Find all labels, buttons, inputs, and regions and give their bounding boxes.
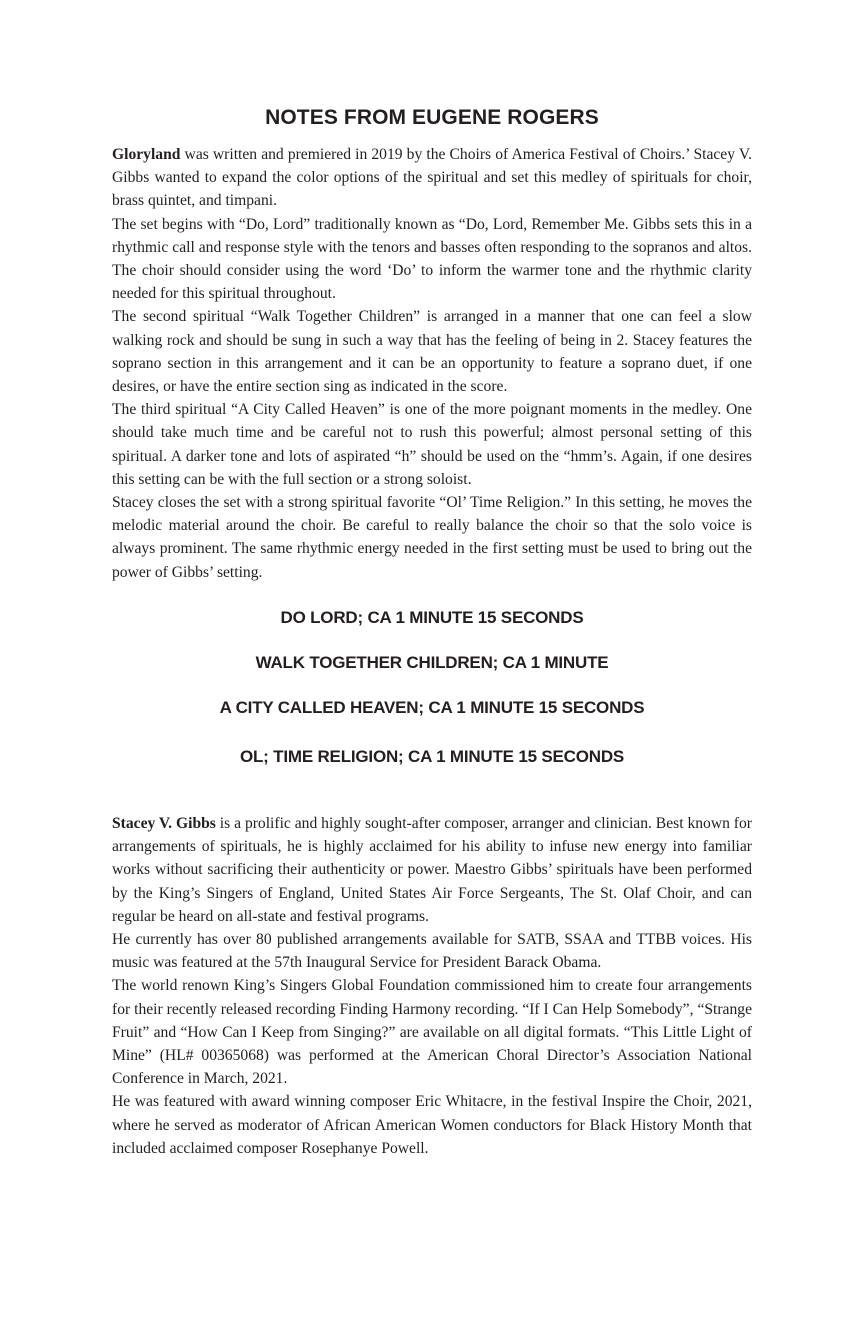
notes-paragraph: Gloryland was written and premiered in 2019 by the Choirs of America Festival of Choirs.’ Stacey V. Gibbs wanted to expand the color options of the spiritual and set this medley of spirituals for choir, brass quintet, and timpani. <box>112 146 752 210</box>
notes-paragraph: Stacey closes the set with a strong spiritual favorite “Ol’ Time Religion.” In this setting, he moves the melodic material around the choir. Be careful to really balance the choir so that the solo voice is always prominent. The same rhythmic energy needed in the first setting must be used to bring out the power of Gibbs’ setting. <box>112 494 752 581</box>
bio-body <box>112 812 752 1160</box>
composer-name: Stacey V. Gibbs <box>112 815 216 832</box>
section-heading: OL; TIME RELIGION; CA 1 MINUTE 15 SECONDS <box>239 747 625 766</box>
title-gloryland: Gloryland <box>112 146 181 163</box>
bio-paragraph: He was featured with award winning composer Eric Whitacre, in the festival Inspire the Choir, 2021, where he served as moderator of African American Women conductors for Black History Month that included acclaimed composer Rosephanye Powell. <box>112 1093 752 1157</box>
section-heading: A CITY CALLED HEAVEN; CA 1 MINUTE 15 SECONDS <box>219 698 645 717</box>
section-heading: WALK TOGETHER CHILDREN; CA 1 MINUTE <box>255 653 609 672</box>
notes-body <box>112 143 752 584</box>
section-heading: DO LORD; CA 1 MINUTE 15 SECONDS <box>280 608 584 627</box>
bio-paragraph: The world renown King’s Singers Global Foundation commissioned him to create four arrangements for their recently released recording Finding Harmony recording. “If I Can Help Somebody”, “Strange Fruit” and “How Can I Keep from Singing?” are available on all digital formats. “This Little Light of Mine” (HL# 00365068) was performed at the American Choral Director’s Association National Conference in March, 2021. <box>112 977 752 1088</box>
page-title: NOTES FROM EUGENE ROGERS <box>265 106 599 129</box>
notes-paragraph: The second spiritual “Walk Together Children” is arranged in a manner that one can feel a slow walking rock and should be sung in such a way that has the feeling of being in 2. Stacey features the soprano section in this arrangement and it can be an opportunity to feature a soprano duet, if one desires, or have the entire section sing as indicated in the score. <box>112 308 752 396</box>
notes-paragraph: The third spiritual “A City Called Heaven” is one of the more poignant moments in the medley. One should take much time and be careful not to rush this powerful; almost personal setting of this spiritual. A darker tone and lots of aspirated “h” should be used on the “hmm’s. Again, if one desires this setting can be with the full section or a strong soloist. <box>112 401 752 488</box>
notes-paragraph: The set begins with “Do, Lord” traditionally known as “Do, Lord, Remember Me. Gibbs sets this in a rhythmic call and response style with the tenors and basses often responding to the sopranos and altos. The choir should consider using the word ‘Do’ to inform the warmer tone and the rhythmic clarity needed for this spiritual throughout. <box>112 215 752 303</box>
bio-paragraph: He currently has over 80 published arrangements available for SATB, SSAA and TTBB voices. His music was featured at the 57th Inaugural Service for President Barack Obama. <box>112 931 752 972</box>
bio-paragraph: Stacey V. Gibbs is a prolific and highly sought-after composer, arranger and clinician. Best known for arrangements of spirituals, he is highly acclaimed for his ability to infuse new energy into familiar works without sacrificing their authenticity or power. Maestro Gibbs’ spirituals have been performed by the King’s Singers of England, United States Air Force Sergeants, The St. Olaf Choir, and can regular be heard on all-state and festival programs. <box>112 815 752 925</box>
